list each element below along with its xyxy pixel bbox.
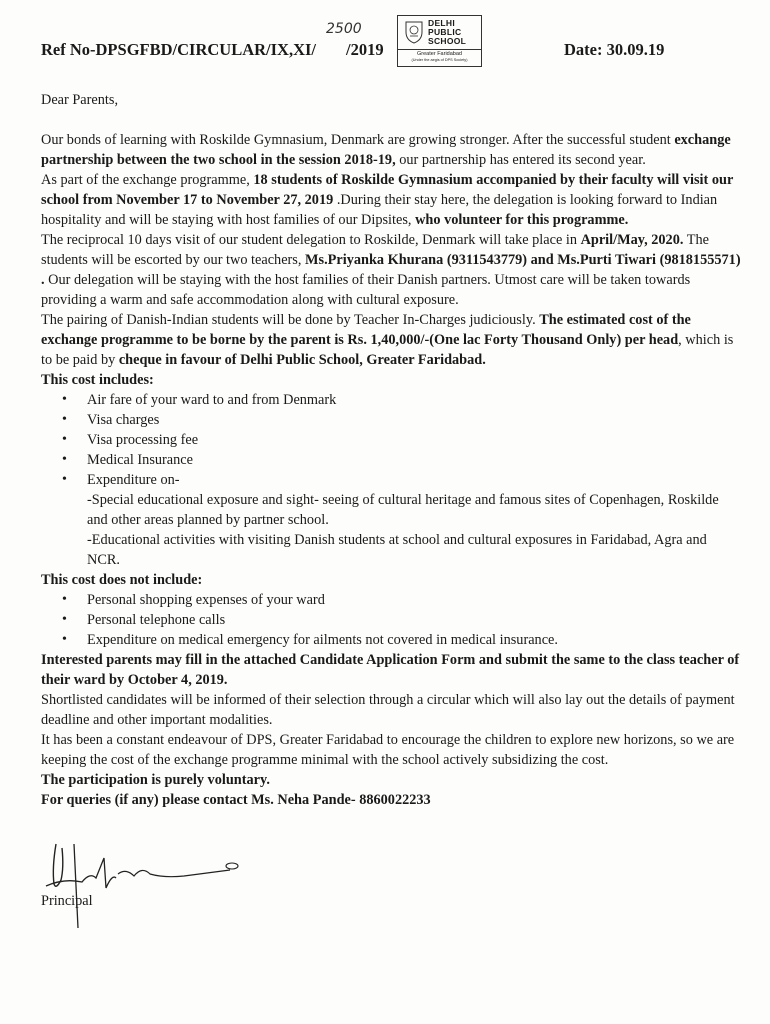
voluntary-note: The participation is purely voluntary. (41, 772, 270, 788)
excludes-list (41, 590, 741, 650)
includes-list (41, 390, 741, 490)
school-crest-icon (404, 20, 424, 44)
school-logo: DELHI PUBLIC SCHOOL Greater Faridabad (Under the aegis of DPS Society) (397, 15, 482, 67)
principal-signature (34, 838, 254, 938)
shortlist-note: Shortlisted candidates will be informed of their selection through a circular which will also lay out the details of payment deadline and other important modalities. (41, 692, 735, 728)
list-item: • Expenditure on- (41, 470, 741, 490)
salutation: Dear Parents, (41, 92, 119, 108)
list-item: • Air fare of your ward to and from Denmark (41, 390, 741, 410)
application-instruction: Interested parents may fill in the attached Candidate Application Form and submit the same to the class teacher of their ward by October 4, 2019. (41, 652, 740, 688)
paragraph-4: The pairing of Danish-Indian students will be done by Teacher In-Charges judiciously. The estimated cost of the exchange programme to be borne by the parent is Rs. 1,40,000/-(One lac Forty Thousand Only) per head, which is to be paid by cheque in favour of Delhi Public School, Greater Faridabad. (41, 312, 734, 368)
sub-item: -Special educational exposure and sight- seeing of cultural heritage and famous sites of Copenhagen, Roskilde and other areas planned by partner school. (87, 492, 719, 528)
list-item: • Visa processing fee (41, 430, 741, 450)
circular-date: Date: 30.09.19 (564, 40, 665, 59)
endeavour-note: It has been a constant endeavour of DPS, Greater Faridabad to encourage the children to explore new horizons, so we are keeping the cost of the exchange programme minimal with the school actively subsidizing the cost. (41, 732, 735, 768)
paragraph-3: The reciprocal 10 days visit of our student delegation to Roskilde, Denmark will take place in April/May, 2020. The students will be escorted by our two teachers, Ms.Priyanka Khurana (9311543779) and Ms.Purti Tiwari (9818155571) . Our delegation will be staying with the host families of their Danish partners. Utmost care will be taken towards providing a warm and safe accommodation along with cultural exposure. (41, 232, 741, 308)
reference-number: Ref No-DPSGFBD/CIRCULAR/IX,XI/ /2019 (41, 40, 384, 59)
list-item: • Expenditure on medical emergency for ailments not covered in medical insurance. (41, 630, 741, 650)
paragraph-1: Our bonds of learning with Roskilde Gymnasium, Denmark are growing stronger. After the successful student exchange partnership between the two school in the session 2018-19, our partnership has entered its second year. (41, 132, 731, 168)
signatory-title: Principal (41, 893, 93, 909)
sub-item: -Educational activities with visiting Danish students at school and cultural exposures in Faridabad, Agra and NCR. (87, 532, 707, 568)
list-item: • Personal telephone calls (41, 610, 741, 630)
includes-heading: This cost includes: (41, 372, 154, 388)
paragraph-2: As part of the exchange programme, 18 students of Roskilde Gymnasium accompanied by their faculty will visit our school from November 17 to November 27, 2019 .During their stay here, the delegation is looking forward to Indian hospitality and will be staying with host families of our Dipsites, who volunteer for this programme. (41, 172, 734, 228)
excludes-heading: This cost does not include: (41, 572, 203, 588)
handwritten-circular-number: 2500 (326, 21, 362, 37)
list-item: • Personal shopping expenses of your ward (41, 590, 741, 610)
contact-line: For queries (if any) please contact Ms. Neha Pande- 8860022233 (41, 792, 431, 808)
list-item: • Medical Insurance (41, 450, 741, 470)
letter-body (41, 90, 741, 810)
list-item: • Visa charges (41, 410, 741, 430)
